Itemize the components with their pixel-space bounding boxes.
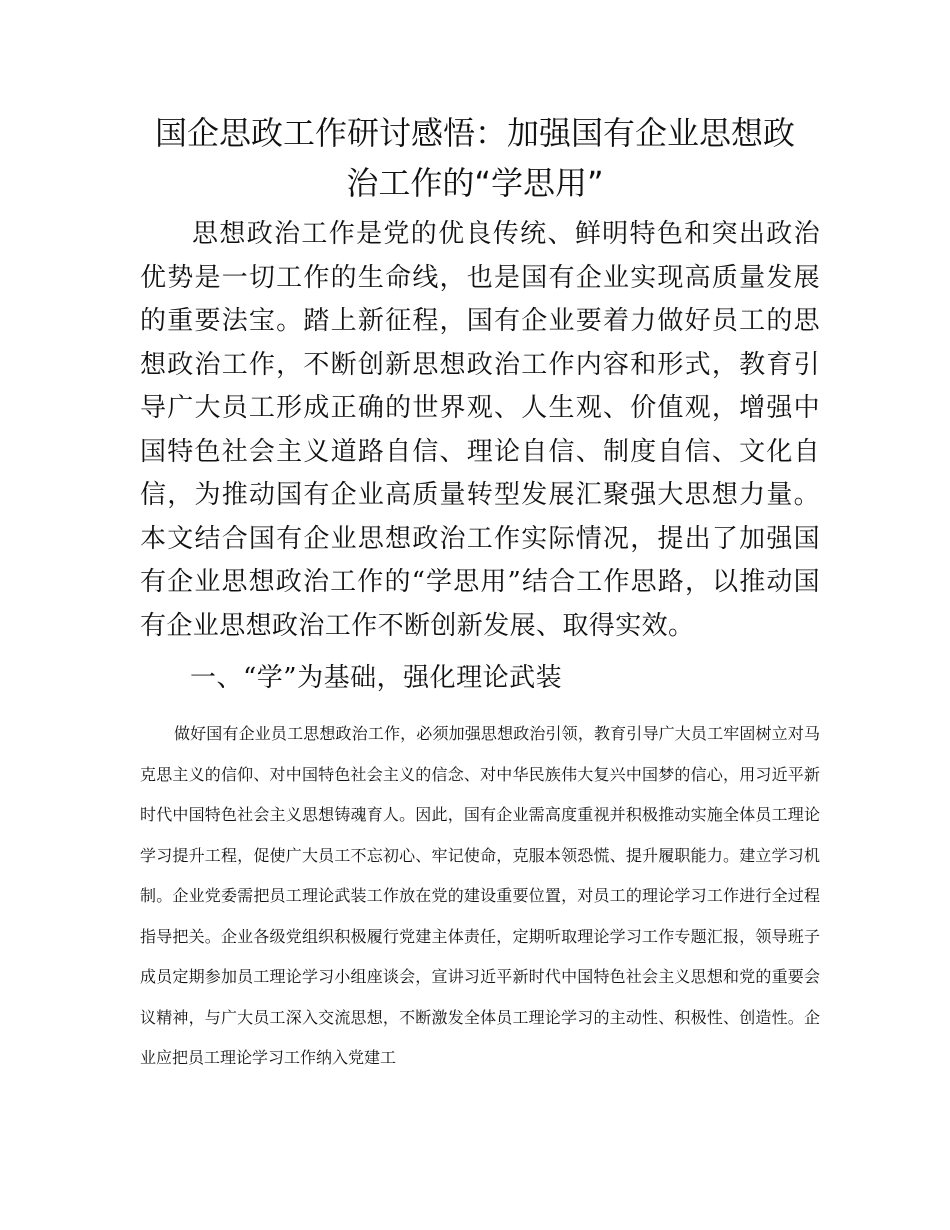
intro-paragraph: 思想政治工作是党的优良传统、鲜明特色和突出政治优势是一切工作的生命线，也是国有企业实现高质量发展的重要法宝。踏上新征程，国有企业要着力做好员工的思想政治工作，不断创新思想政治工作内容和形式，教育引导广大员工形成正确的世界观、人生观、价值观，增强中国特色社会主义道路自信、理论自信、制度自信、文化自信，为推动国有企业高质量转型发展汇聚强大思想力量。本文结合国有企业思想政治工作实际情况，提出了加强国有企业思想政治工作的“学思用”结合工作思路，以推动国有企业思想政治工作不断创新发展、取得实效。	[140, 219, 820, 641]
title-line-1: 国企思政工作研讨感悟：加强国有企业思想政	[154, 114, 795, 152]
document-title	[130, 108, 820, 208]
title-line-2: 治工作的“学思用”	[346, 164, 604, 202]
section-1-heading: 一、“学”为基础，强化理论武装	[190, 663, 563, 693]
section-1-paragraph: 做好国有企业员工思想政治工作，必须加强思想政治引领，教育引导广大员工牢固树立对马克思主义的信仰、对中国特色社会主义的信念、对中华民族伟大复兴中国梦的信心，用习近平新时代中国特色社会主义思想铸魂育人。因此，国有企业需高度重视并积极推动实施全体员工理论学习提升工程，促使广大员工不忘初心、牢记使命，克服本领恐慌、提升履职能力。建立学习机制。企业党委需把员工理论武装工作放在党的建设重要位置，对员工的理论学习工作进行全过程指导把关。企业各级党组织积极履行党建主体责任，定期听取理论学习工作专题汇报，领导班子成员定期参加员工理论学习小组座谈会，宣讲习近平新时代中国特色社会主义思想和党的重要会议精神，与广大员工深入交流思想，不断激发全体员工理论学习的主动性、积极性、创造性。企业应把员工理论学习工作纳入党建工	[140, 724, 820, 1067]
